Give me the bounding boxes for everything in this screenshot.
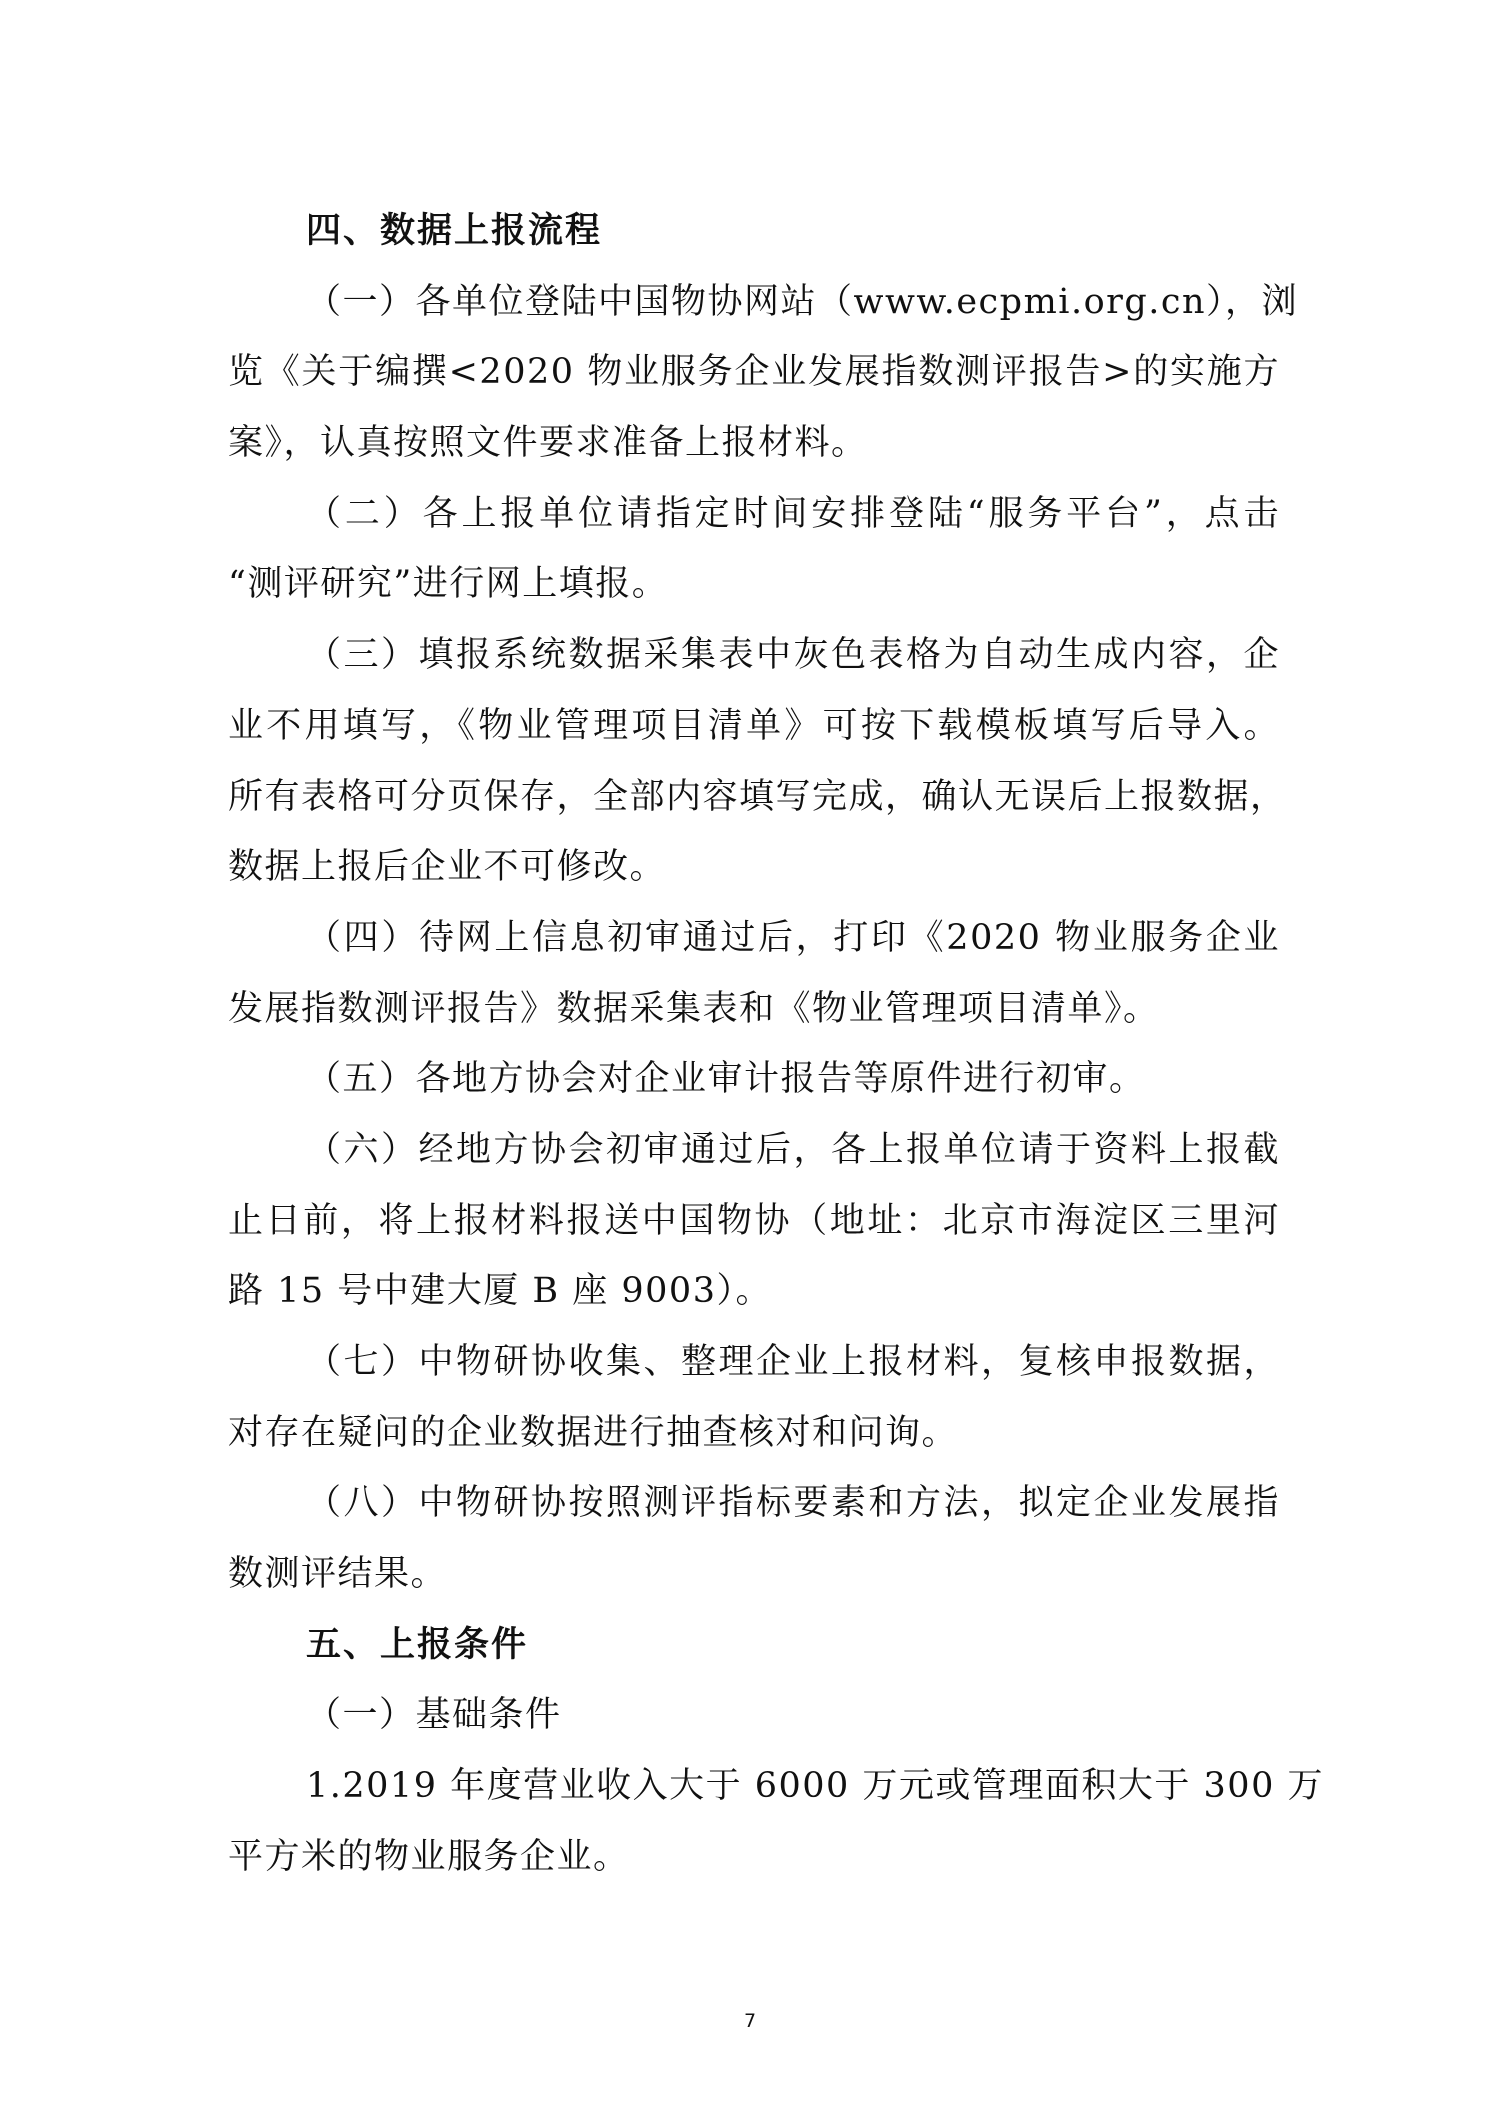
section-heading-reporting-conditions: 五、上报条件 <box>306 1623 529 1665</box>
paragraph-line: 止日前，将上报材料报送中国物协（地址：北京市海淀区三里河 <box>228 1200 1280 1241</box>
paragraph-line: 1.2019 年度营业收入大于 6000 万元或管理面积大于 300 万 <box>306 1766 1324 1807</box>
paragraph-line: （六）经地方协会初审通过后，各上报单位请于资料上报截 <box>306 1129 1280 1170</box>
paragraph-line: 发展指数测评报告》数据采集表和《物业管理项目清单》。 <box>228 988 1160 1029</box>
paragraph-line: 平方米的物业服务企业。 <box>228 1836 630 1877</box>
list-item <box>228 1751 1324 1892</box>
list-item <box>228 1327 1280 1468</box>
paragraph-line: 览《关于编撰<2020 物业服务企业发展指数测评报告>的实施方 <box>228 352 1280 393</box>
paragraph-line: （四）待网上信息初审通过后，打印《2020 物业服务企业 <box>306 917 1280 958</box>
section-heading-data-reporting: 四、数据上报流程 <box>306 210 603 251</box>
list-item <box>228 620 1287 903</box>
paragraph-line: 路 15 号中建大厦 B 座 9003）。 <box>228 1271 772 1312</box>
paragraph-line: 案》，认真按照文件要求准备上报材料。 <box>228 423 868 464</box>
list-item <box>228 267 1299 479</box>
list-item <box>228 479 1280 620</box>
paragraph-line: （二）各上报单位请指定时间安排登陆“服务平台”，点击 <box>306 493 1280 534</box>
subsection-heading: （一）基础条件 <box>306 1695 562 1736</box>
paragraph-line: 数测评结果。 <box>228 1554 448 1595</box>
paragraph-line: 数据上报后企业不可修改。 <box>228 847 667 888</box>
paragraph-line: 所有表格可分页保存，全部内容填写完成，确认无误后上报数据， <box>228 776 1287 817</box>
paragraph-line: （五）各地方协会对企业审计报告等原件进行初审。 <box>306 1059 1146 1100</box>
list-item <box>228 903 1280 1044</box>
paragraph-line: 对存在疑问的企业数据进行抽查核对和问询。 <box>228 1412 959 1453</box>
paragraph-line: “测评研究”进行网上填报。 <box>228 564 669 605</box>
paragraph-line: （七）中物研协收集、整理企业上报材料，复核申报数据， <box>306 1342 1280 1382</box>
list-item <box>228 1468 1280 1609</box>
document-body <box>228 196 1324 1893</box>
paragraph-line: （八）中物研协按照测评指标要素和方法，拟定企业发展指 <box>306 1483 1280 1524</box>
paragraph-line: （三）填报系统数据采集表中灰色表格为自动生成内容，企 <box>306 635 1280 676</box>
list-item <box>228 1115 1280 1327</box>
list-item <box>228 1044 1280 1115</box>
page-number: 7 <box>743 2010 757 2032</box>
paragraph-line: 业不用填写，《物业管理项目清单》可按下载模板填写后导入。 <box>228 705 1280 746</box>
paragraph-line: （一）各单位登陆中国物协网站（www.ecpmi.org.cn），浏 <box>306 281 1299 322</box>
